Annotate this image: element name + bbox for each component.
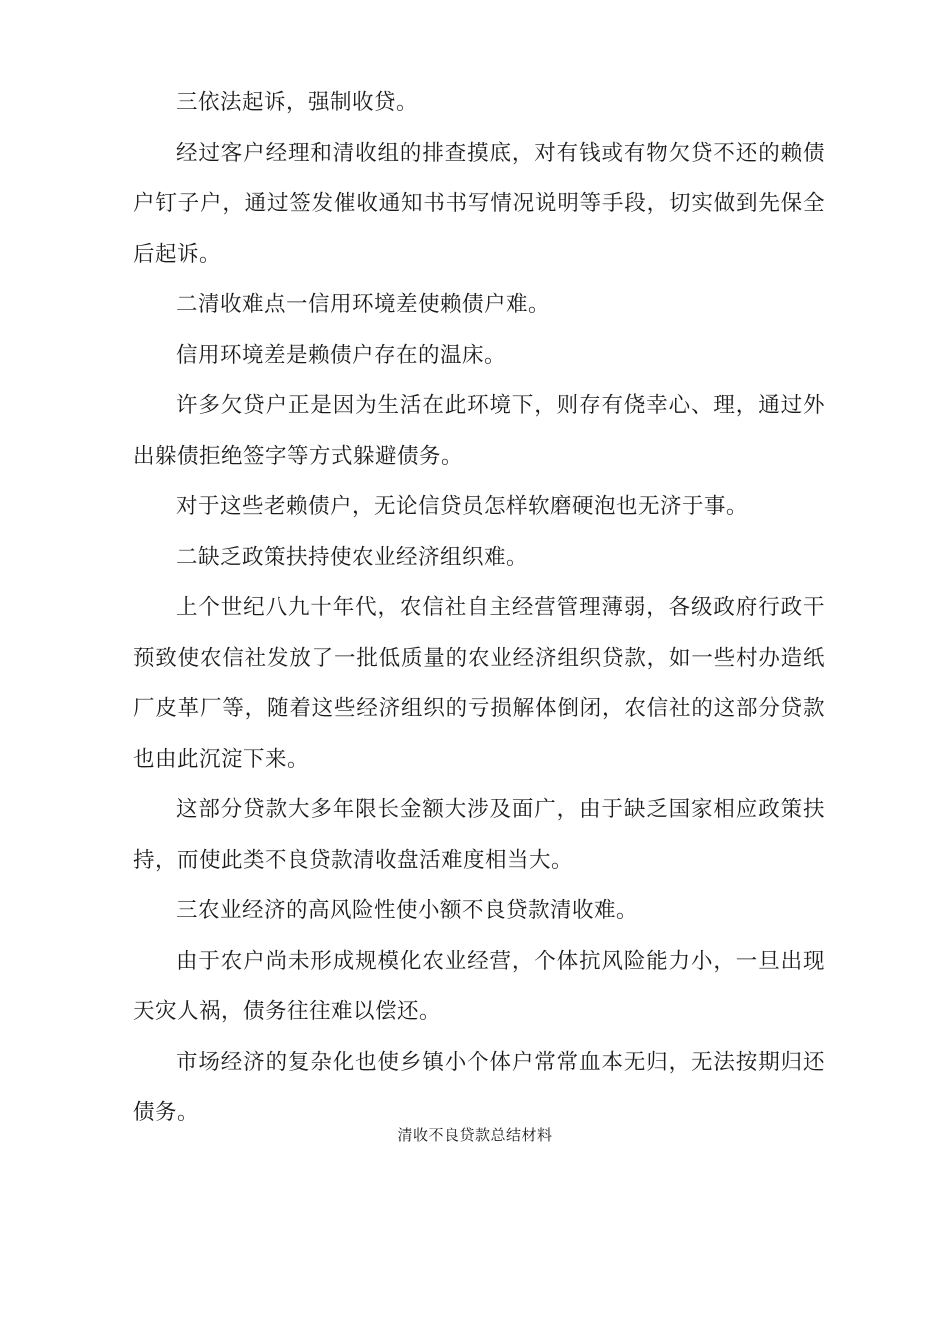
paragraph: 这部分贷款大多年限长金额大涉及面广，由于缺乏国家相应政策扶持，而使此类不良贷款清收盘活难度相当大。 [133, 797, 825, 873]
page-footer-title: 清收不良贷款总结材料 [397, 1126, 553, 1144]
paragraph: 三依法起诉，强制收贷。 [176, 90, 419, 115]
paragraph: 三农业经济的高风险性使小额不良贷款清收难。 [176, 898, 639, 923]
paragraph: 二缺乏政策扶持使农业经济组织难。 [176, 544, 529, 570]
paragraph: 二清收难点一信用环境差使赖债户难。 [176, 292, 551, 317]
paragraph: 经过客户经理和清收组的排查摸底，对有钱或有物欠贷不还的赖债户钉子户，通过签发催收通知书书写情况说明等手段，切实做到先保全后起诉。 [133, 140, 825, 267]
document-body [133, 78, 825, 1139]
paragraph: 市场经济的复杂化也使乡镇小个体户常常血本无归，无法按期归还债务。 [133, 1049, 825, 1125]
paragraph: 由于农户尚未形成规模化农业经营，个体抗风险能力小，一旦出现天灾人祸，债务往往难以偿还。 [133, 948, 825, 1024]
paragraph: 对于这些老赖债户，无论信贷员怎样软磨硬泡也无济于事。 [176, 494, 749, 519]
paragraph: 许多欠贷户正是因为生活在此环境下，则存有侥幸心、理，通过外出躲债拒绝签字等方式躲避债务。 [133, 393, 825, 469]
paragraph: 上个世纪八九十年代，农信社自主经营管理薄弱，各级政府行政干预致使农信社发放了一批低质量的农业经济组织贷款，如一些村办造纸厂皮革厂等，随着这些经济组织的亏损解体倒闭，农信社的这部分贷款也由此沉淀下来。 [133, 595, 825, 772]
paragraph: 信用环境差是赖债户存在的温床。 [176, 342, 507, 368]
